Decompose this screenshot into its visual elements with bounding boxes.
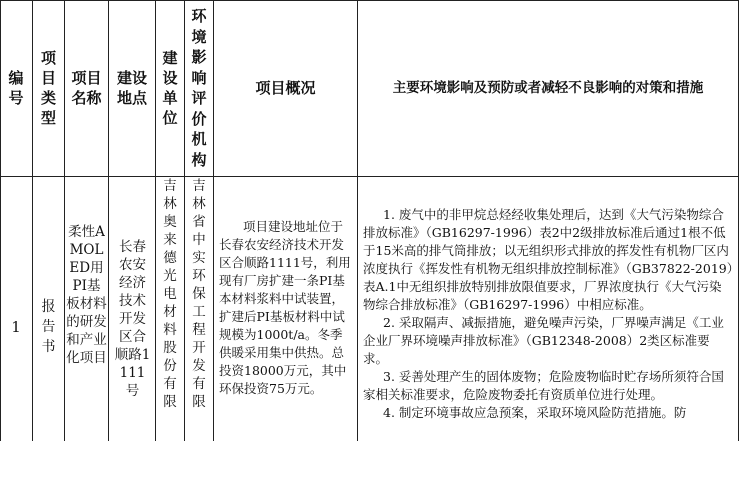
row-no (0, 177, 32, 477)
row-overview: 项目建设地址位于长春农安经济技术开发区合顺路1111号，利用现有厂房扩建一条PI基本材料浆料中试装置，扩建后PI基板材料中试规模为1000t/a。冬季供暖采用集中供热。总投资18000万元，其中环保投资75万元。 (219, 219, 351, 396)
row-no-value: 1 (11, 318, 21, 336)
header-no (0, 0, 32, 176)
header-measures (358, 0, 738, 176)
header-name-label: 项目名称 (71, 69, 102, 107)
header-overview (214, 0, 357, 176)
header-divider (0, 176, 739, 177)
row-type (33, 177, 64, 477)
row-location: 长春农安经济技术开发区合顺路1111号 (114, 239, 151, 399)
header-builder (156, 0, 184, 176)
header-builder-label: 建设单位 (162, 49, 178, 127)
row-type-value: 报告书 (41, 299, 56, 355)
row-measures (363, 206, 733, 422)
header-evaluator-label: 环境影响评价机构 (191, 7, 207, 169)
row-builder: 吉林奥来德光电材料股份有限 (163, 178, 177, 410)
row-name: 柔性AMOLED用PI基板材料的研发和产业化项目 (66, 224, 107, 366)
measure-item: 4. 制定环境事故应急预案，采取环境风险防范措施。防 (383, 405, 687, 420)
measure-item: 2. 采取隔声、减振措施，避免噪声污染，厂界噪声满足《工业企业厂界环境噪声排放标准》（GB12348-2008）2类区标准要求。 (363, 315, 724, 366)
row-evaluator: 吉林省中实环保工程开发有限 (192, 178, 206, 410)
header-location (109, 0, 155, 176)
header-type (33, 0, 64, 176)
header-no-label: 编号 (8, 69, 24, 107)
measure-item: 1. 废气中的非甲烷总烃经收集处理后，达到《大气污染物综合排放标准》（GB16297-1996）表2中2级排放标准后通过1根不低于15米高的排气筒排放；以无组织形式排放的挥发性有机物厂区内浓度执行《挥发性有机物无组织排放控制标准》（GB37822-2019）表A.1中无组织排放特别排放限值要求，厂界浓度执行《大气污染物综合排放标准》（GB16297-1996）中相应标准。 (363, 207, 733, 312)
header-name (65, 0, 108, 176)
header-evaluator (185, 0, 213, 176)
header-overview-label: 项目概况 (255, 79, 316, 97)
header-measures-label: 主要环境影响及预防或者减轻不良影响的对策和措施 (392, 80, 704, 96)
measure-item: 3. 妥善处理产生的固体废物；危险废物临时贮存场所须符合国家相关标准要求，危险废物委托有资质单位进行处理。 (363, 369, 724, 402)
header-type-label: 项目类型 (40, 49, 56, 127)
header-location-label: 建设地点 (116, 69, 147, 107)
